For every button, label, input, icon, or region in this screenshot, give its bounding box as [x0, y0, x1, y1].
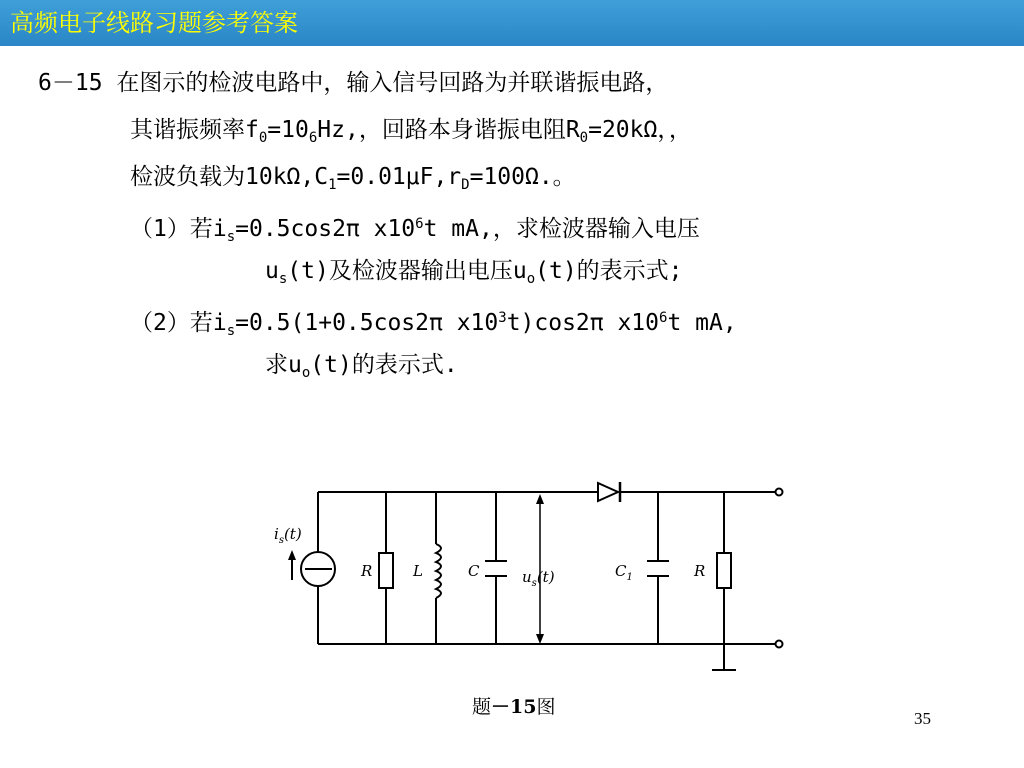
caption-suffix: 图	[536, 696, 556, 718]
label-us	[522, 568, 555, 589]
text: （1）若i	[130, 216, 227, 242]
text: =0.5(1+0.5cos2π x10	[235, 310, 499, 336]
label-l: L	[413, 562, 423, 580]
question-2-line-1	[130, 303, 737, 346]
subscript: 0	[579, 130, 589, 146]
subscript: o	[301, 365, 311, 381]
header-title: 高频电子线路习题参考答案	[10, 9, 298, 37]
label-us-sub: s	[531, 578, 537, 589]
problem-line-2	[130, 115, 692, 153]
page-number: 35	[914, 709, 931, 728]
problem-title-text: 6－15 在图示的检波电路中，输入信号回路为并联谐振电路，	[38, 70, 669, 96]
label-is-main: i	[274, 525, 279, 543]
label-is-sub: s	[278, 535, 284, 546]
label-is	[274, 525, 302, 546]
subscript: D	[461, 177, 470, 193]
text: t mA,，求检波器输入电压	[423, 216, 700, 242]
label-r1: R	[361, 562, 373, 580]
text: =0.5cos2π x10	[235, 216, 416, 242]
resistor-r2	[717, 553, 731, 588]
label-us-arg: (t)	[536, 568, 555, 586]
problem-line-3	[130, 162, 576, 200]
text: 其谐振频率f	[130, 117, 259, 143]
header-bar	[0, 0, 1024, 46]
subscript: o	[526, 271, 536, 287]
label-c1-main: C	[615, 562, 627, 580]
question-2-line-2	[265, 350, 458, 388]
problem-line-1	[38, 68, 668, 98]
text: （2）若i	[130, 310, 227, 336]
superscript: 6	[415, 216, 424, 232]
text: 检波负载为10kΩ,C	[130, 164, 329, 190]
caption-prefix: 题	[472, 696, 492, 718]
diode-triangle	[598, 483, 618, 501]
text: (t)的表示式.	[310, 352, 458, 378]
text: =20kΩ，，	[588, 117, 692, 143]
text: Hz,，回路本身谐振电阻R	[317, 117, 580, 143]
label-c1	[615, 562, 633, 583]
subscript: s	[226, 229, 236, 245]
label-us-main: u	[522, 568, 532, 586]
text: (t)的表示式;	[535, 258, 683, 284]
question-1-line-2	[265, 256, 683, 294]
text: u	[265, 258, 279, 284]
label-c: C	[468, 562, 480, 580]
text: =10	[267, 117, 309, 143]
text: (t)及检波器输出电压u	[287, 258, 527, 284]
label-c1-sub: 1	[626, 572, 633, 583]
us-arrow-head-top	[536, 494, 544, 504]
superscript: 3	[498, 310, 507, 326]
us-arrow-head-bottom	[536, 634, 544, 644]
detector-circuit-diagram	[260, 470, 800, 690]
text: =0.01μF,r	[336, 164, 462, 190]
subscript: 0	[258, 130, 268, 146]
output-terminal-bottom	[776, 641, 783, 648]
text: t mA,	[667, 310, 737, 336]
label-is-arg: (t)	[283, 525, 302, 543]
subscript: s	[278, 271, 288, 287]
caption-number: －15	[491, 696, 537, 718]
text: =100Ω.。	[469, 164, 576, 190]
question-1-line-1	[130, 209, 700, 252]
current-arrow-head	[288, 550, 296, 560]
output-terminal-top	[776, 489, 783, 496]
label-r2: R	[694, 562, 706, 580]
superscript: 6	[659, 310, 668, 326]
subscript: s	[226, 323, 236, 339]
resistor-r1	[379, 553, 393, 588]
subscript: 6	[308, 130, 318, 146]
text: t)cos2π x10	[506, 310, 660, 336]
text: 求u	[265, 352, 302, 378]
figure-caption	[472, 692, 555, 719]
subscript: 1	[328, 177, 337, 193]
